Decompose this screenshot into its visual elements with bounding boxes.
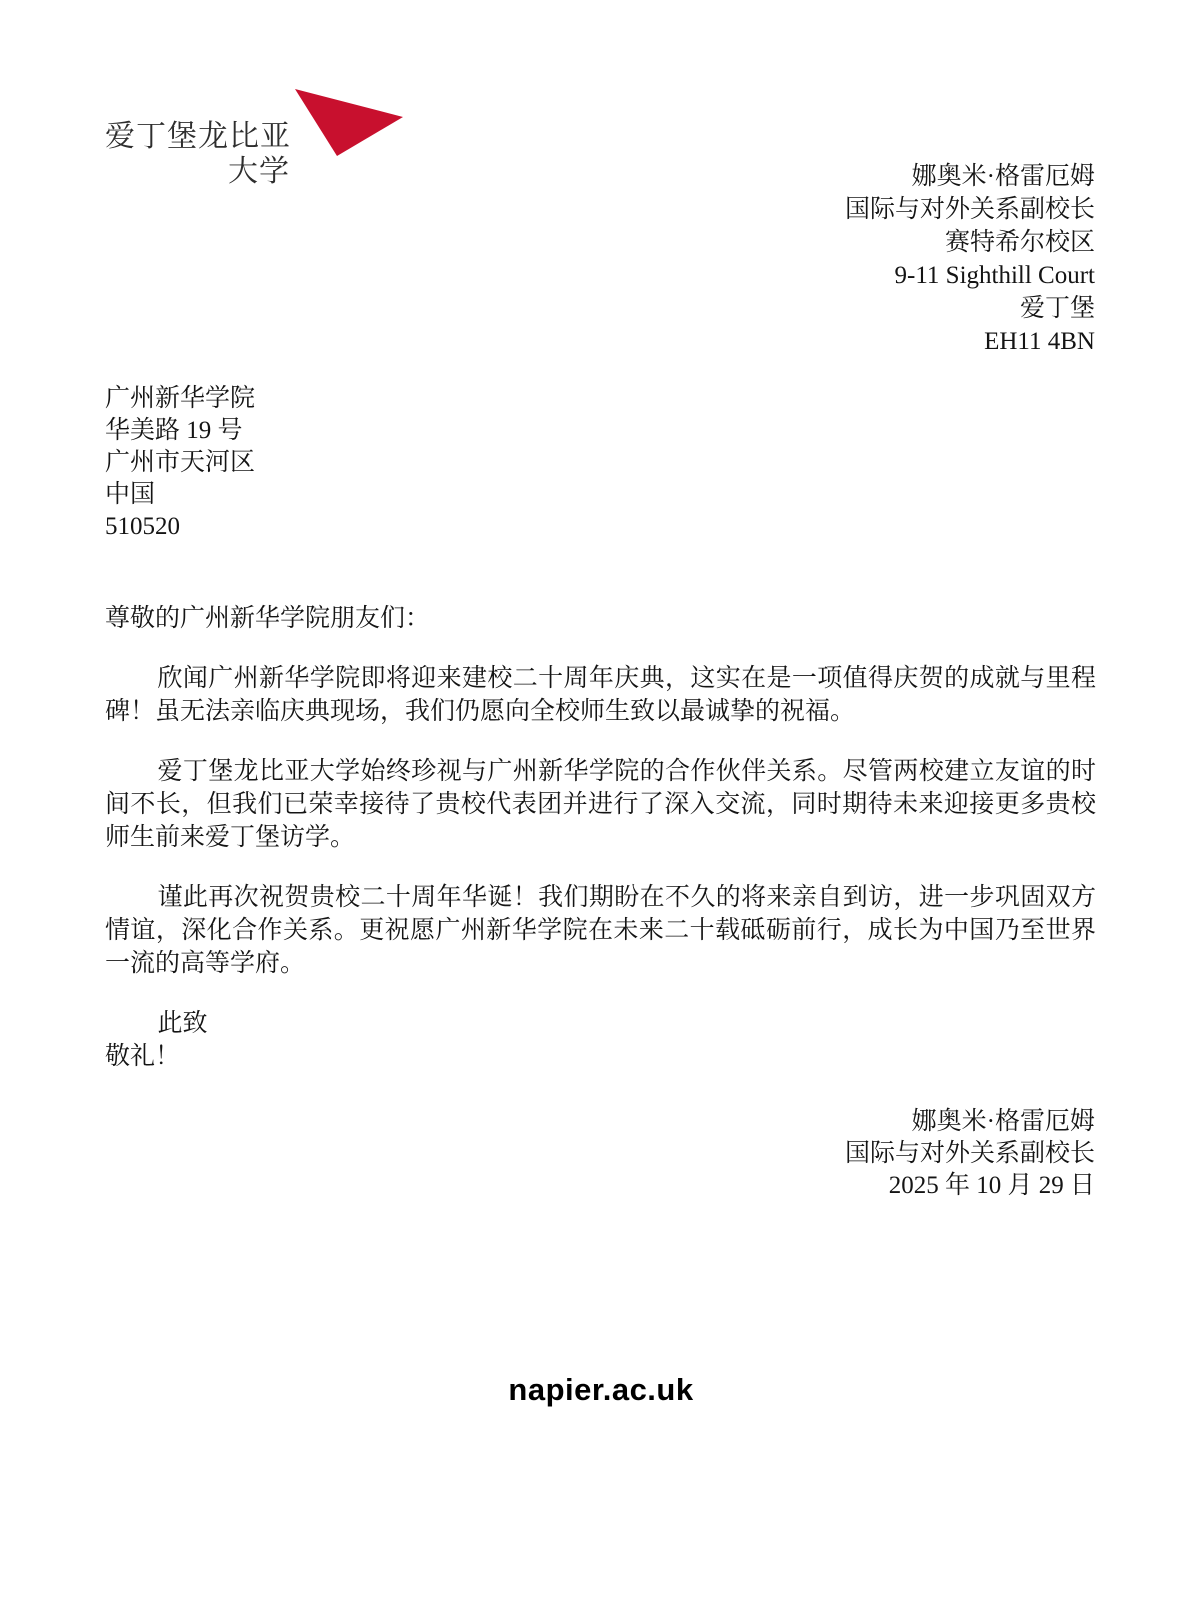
signature-date: 2025 年 10 月 29 日 xyxy=(888,1172,1095,1199)
recipient-address-block xyxy=(105,383,255,543)
sender-postcode: EH11 4BN xyxy=(984,328,1095,355)
closing-jingli: 敬礼！ xyxy=(105,1043,181,1070)
recipient-name: 广州新华学院 xyxy=(105,385,256,412)
red-triangle-icon xyxy=(292,85,406,160)
sender-name: 娜奥米·格雷厄姆 xyxy=(911,163,1095,190)
recipient-country: 中国 xyxy=(105,481,156,508)
sender-campus: 赛特希尔校区 xyxy=(944,229,1095,256)
paragraph-3: 谨此再次祝贺贵校二十周年华诞！我们期盼在不久的将来亲自到访，进一步巩固双方情谊，深化合作关系。更祝愿广州新华学院在未来二十载砥砺前行，成长为中国乃至世界一流的高等学府。 xyxy=(105,884,1096,977)
footer-website: napier.ac.uk xyxy=(508,1372,694,1407)
recipient-postcode: 510520 xyxy=(105,513,180,540)
closing-cizhi: 此致 xyxy=(157,1010,208,1037)
signature-title: 国际与对外关系副校长 xyxy=(844,1140,1095,1167)
sender-street: 9-11 Sighthill Court xyxy=(894,262,1095,289)
logo-line-2: 大学 xyxy=(228,155,290,188)
signature-block xyxy=(845,1106,1095,1202)
recipient-street: 华美路 19 号 xyxy=(105,417,243,444)
sender-city: 爱丁堡 xyxy=(1019,295,1095,322)
sender-title: 国际与对外关系副校长 xyxy=(844,196,1095,223)
logo-line-1: 爱丁堡龙比亚 xyxy=(105,120,291,153)
university-logo-text xyxy=(105,119,290,189)
recipient-district: 广州市天河区 xyxy=(105,449,256,476)
letter-body xyxy=(105,602,1096,1073)
paragraph-1: 欣闻广州新华学院即将迎来建校二十周年庆典，这实在是一项值得庆贺的成就与里程碑！虽无法亲临庆典现场，我们仍愿向全校师生致以最诚挚的祝福。 xyxy=(105,665,1096,725)
salutation: 尊敬的广州新华学院朋友们： xyxy=(105,605,431,632)
signature-name: 娜奥米·格雷厄姆 xyxy=(911,1108,1095,1135)
sender-address-block xyxy=(845,160,1095,358)
paragraph-2: 爱丁堡龙比亚大学始终珍视与广州新华学院的合作伙伴关系。尽管两校建立友谊的时间不长，但我们已荣幸接待了贵校代表团并进行了深入交流，同时期待未来迎接更多贵校师生前来爱丁堡访学。 xyxy=(105,758,1096,851)
